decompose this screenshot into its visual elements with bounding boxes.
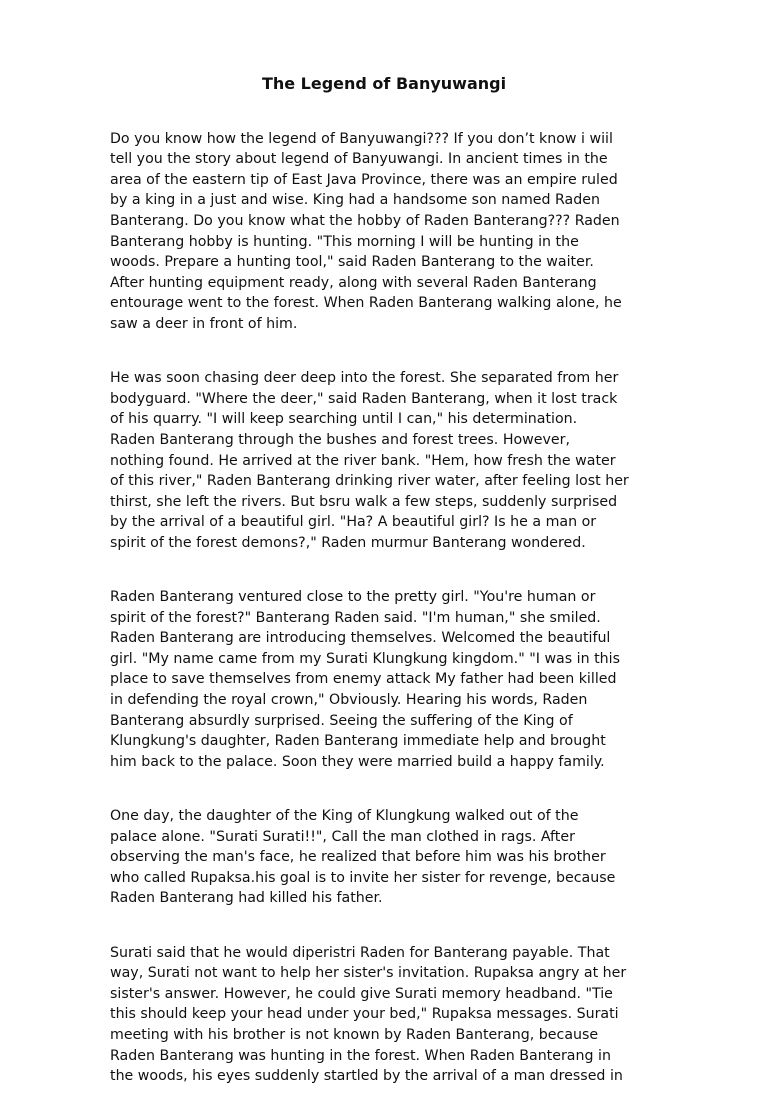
- paragraph-3: Raden Banterang ventured close to the pretty girl. "You're human or spirit of the forest?" Banterang Raden said. "I'm human," she smiled. Raden Banterang are introducing themselves. Welcomed the beautiful girl. "My name came from my Surati Klungkung kingdom." "I was in this place to save themselves from enemy attack My father had been killed in defending the royal crown," Obviously. Hearing his words, Raden Banterang absurdly surprised. Seeing the suffering of the King of Klungkung's daughter, Raden Banterang immediate help and brought him back to the palace. Soon they were married build a happy family.: [110, 589, 620, 770]
- document-title: The Legend of Banyuwangi: [261, 74, 507, 93]
- paragraph-2: He was soon chasing deer deep into the forest. She separated from her bodyguard. "Where the deer," said Raden Banterang, when it lost track of his quarry. "I will keep searching until I can," his determination. Raden Banterang through the bushes and forest trees. However, nothing found. He arrived at the river bank. "Hem, how fresh the water of this river," Raden Banterang drinking river water, after feeling lost her thirst, she left the rivers. But bsru walk a few steps, suddenly surprised by the arrival of a beautiful girl. "Ha? A beautiful girl? Is he a man or spirit of the forest demons?," Raden murmur Banterang wondered.: [110, 370, 629, 551]
- paragraph-1: Do you know how the legend of Banyuwangi??? If you don’t know i wiil tell you the story about legend of Banyuwangi. In ancient times in the area of the eastern tip of East Java Province, there was an empire ruled by a king in a just and wise. King had a handsome son named Raden Banterang. Do you know what the hobby of Raden Banterang??? Raden Banterang hobby is hunting. "This morning I will be hunting in the woods. Prepare a hunting tool," said Raden Banterang to the waiter. After hunting equipment ready, along with several Raden Banterang entourage went to the forest. When Raden Banterang walking alone, he saw a deer in front of him.: [110, 130, 622, 332]
- paragraph-5: Surati said that he would diperistri Raden for Banterang payable. That way, Surati not want to help her sister's invitation. Rupaksa angry at her sister's answer. However, he could give Surati memory headband. "Tie this should keep your head under your bed," Rupaksa messages. Surati meeting with his brother is not known by Raden Banterang, because Raden Banterang was hunting in the forest. When Raden Banterang in the woods, his eyes suddenly startled by the arrival of a man dressed in: [110, 944, 627, 1085]
- paragraph-4: One day, the daughter of the King of Klungkung walked out of the palace alone. "Surati Surati!!", Call the man clothed in rags. After observing the man's face, he realized that before him was his brother who called Rupaksa.his goal is to invite her sister for revenge, because Raden Banterang had killed his father.: [110, 808, 616, 907]
- document-body: [110, 108, 675, 1120]
